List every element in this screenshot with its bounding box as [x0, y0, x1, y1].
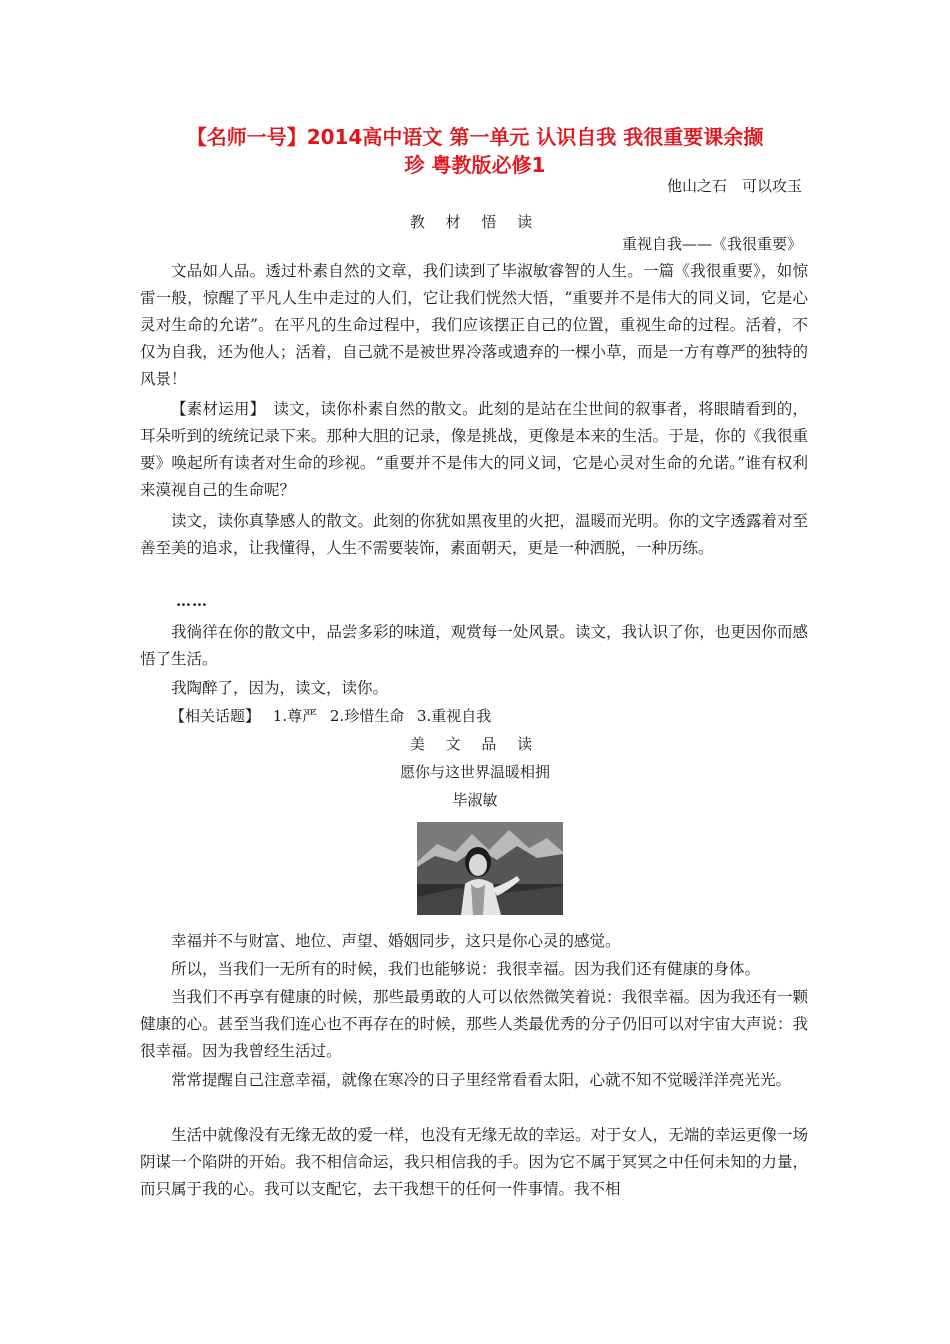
topic-item: 3.重视自我 — [416, 707, 492, 725]
paragraph-reading — [140, 508, 808, 562]
paragraph-text: 我徜徉在你的散文中，品尝多彩的味道，观赏每一处风景。读文，我认识了你，也更因你而感悟了生活。 — [140, 623, 808, 668]
section-subtitle: 重视自我——《我很重要》 — [621, 235, 802, 253]
author-photo-graphic — [417, 822, 563, 915]
paragraph-happiness — [140, 928, 808, 955]
author-photo — [417, 822, 563, 915]
related-topics — [140, 705, 808, 727]
paragraph-text: 当我们不再享有健康的时候，那些最勇敢的人可以依然微笑着说：我很幸福。因为我还有一颗健康的心。甚至当我们连心也不再存在的时候，那些人类最优秀的分子仍旧可以对宇宙大声说：我很幸福。因为我曾经生活过。 — [140, 988, 808, 1060]
paragraph-text: 常常提醒自己注意幸福，就像在寒冷的日子里经常看看太阳，心就不知不觉暖洋洋亮光光。 — [171, 1071, 792, 1089]
document-title-line1: 【名师一号】2014高中语文 第一单元 认识自我 我很重要课余撷 — [186, 125, 764, 149]
paragraph-remind — [140, 1067, 808, 1094]
paragraph-nothing — [140, 956, 808, 983]
paragraph-text: 幸福并不与财富、地位、声望、婚姻同步，这只是你心灵的感觉。 — [171, 932, 621, 950]
paragraph-text: 生活中就像没有无缘无故的爱一样，也没有无缘无故的幸运。对于女人，无端的幸运更像一场阴谋一个陷阱的开始。我不相信命运，我只相信我的手。因为它不属于冥冥之中任何未知的力量，而只属于我的心。我可以支配它，去干我想干的任何一件事情。我不相 — [140, 1126, 808, 1198]
topic-item: 2.珍惜生命 — [329, 707, 405, 725]
paragraph-text: 【素材运用】 读文，读你朴素自然的散文。此刻的是站在尘世间的叙事者，将眼睛看到的，耳朵听到的统统记录下来。那种大胆的记录，像是挑战，更像是本来的生活。于是，你的《我很重要》唤起所有读者对生命的珍视。“重要并不是伟大的同义词，它是心灵对生命的允诺。”谁有权利来漠视自己的生命呢？ — [140, 400, 808, 499]
paragraph-intoxicated — [140, 675, 808, 702]
paragraph-luck — [140, 1122, 808, 1203]
essay-author: 毕淑敏 — [452, 791, 498, 809]
motto: 他山之石 可以攻玉 — [666, 177, 802, 195]
essay-title: 愿你与这世界温暖相拥 — [399, 763, 550, 781]
section-heading-textbook: 教 材 悟 读 — [409, 213, 541, 231]
paragraph-health — [140, 984, 808, 1065]
section-heading-essay: 美 文 品 读 — [409, 735, 541, 753]
ellipsis: …… — [176, 592, 208, 610]
paragraph-text: 我陶醉了，因为，读文，读你。 — [171, 679, 389, 697]
topics-label: 【相关话题】 — [170, 707, 261, 725]
paragraph-text: 读文，读你真挚感人的散文。此刻的你犹如黑夜里的火把，温暖而光明。你的文字透露着对至善至美的追求，让我懂得，人生不需要装饰，素面朝天，更是一种洒脱，一种历练。 — [140, 512, 808, 557]
topic-item: 1.尊严 — [272, 707, 318, 725]
paragraph-text: 所以，当我们一无所有的时候，我们也能够说：我很幸福。因为我们还有健康的身体。 — [171, 960, 761, 978]
paragraph-intro — [140, 258, 808, 393]
paragraph-text: 文品如人品。透过朴素自然的文章，我们读到了毕淑敏睿智的人生。一篇《我很重要》，如惊雷一般，惊醒了平凡人生中走过的人们，它让我们恍然大悟，“重要并不是伟大的同义词，它是心灵对生命的允诺”。在平凡的生命过程中，我们应该摆正自己的位置，重视生命的过程。活着，不仅为自我，还为他人；活着，自己就不是被世界冷落或遗弃的一棵小草，而是一方有尊严的独特的风景！ — [140, 262, 808, 388]
paragraph-material-use — [140, 396, 808, 504]
document-title-line2: 珍 粤教版必修1 — [404, 153, 546, 177]
paragraph-wander — [140, 619, 808, 673]
